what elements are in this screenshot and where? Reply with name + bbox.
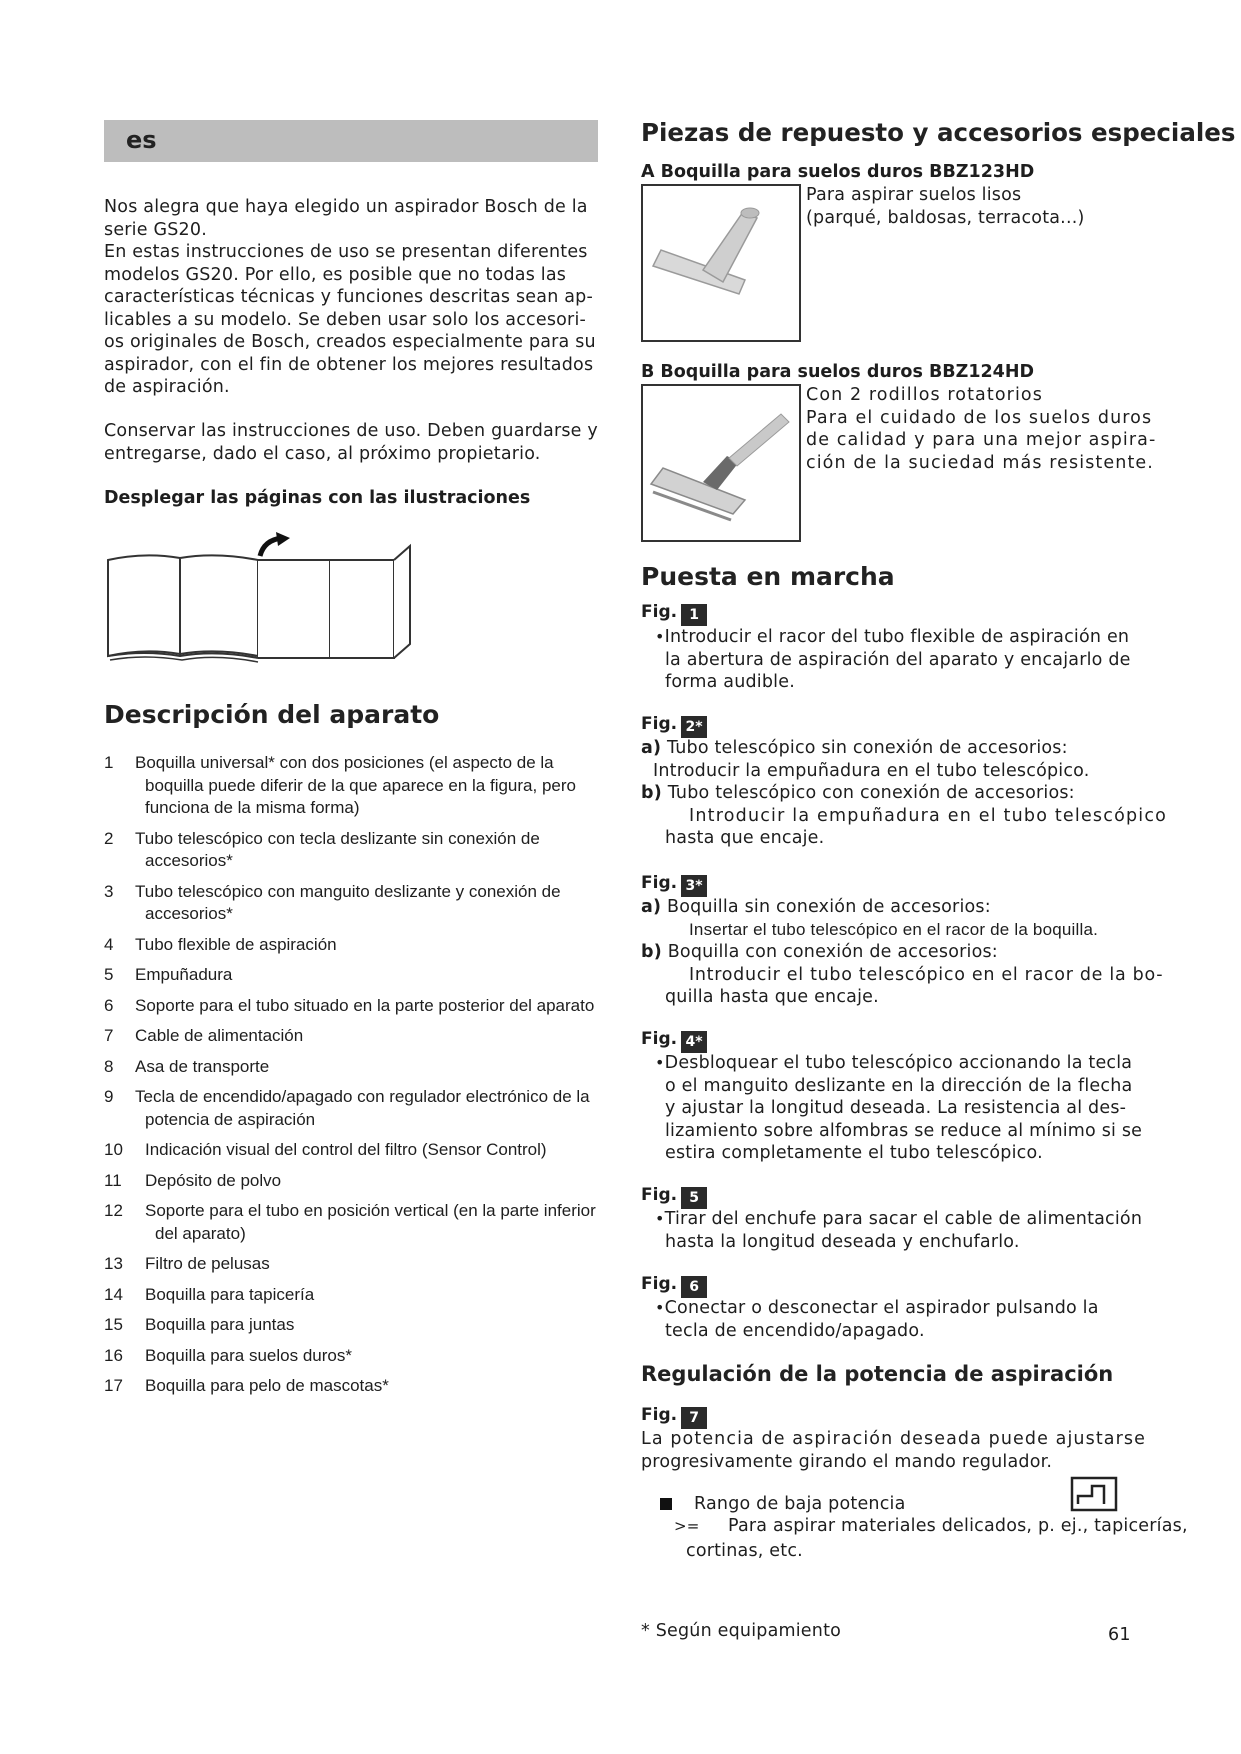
fig-5-text — [655, 1208, 1195, 1253]
item-text: Tubo telescópico con manguito deslizante y conexión de accesorios* — [135, 881, 561, 923]
page-number: 61 — [1108, 1625, 1131, 1645]
option-a-sub: Introducir la empuñadura en el tubo telescópico. — [653, 760, 1090, 781]
intro-line: características técnicas y funciones descritas sean ap- — [104, 287, 594, 307]
fig-1-line: la abertura de aspiración del aparato y encajarlo de — [665, 649, 1131, 670]
intro-line: En estas instrucciones de uso se presentan diferentes — [104, 242, 588, 262]
fig-number-box: 1 — [681, 604, 707, 626]
fig-word: Fig. — [641, 714, 678, 734]
fig-word: Fig. — [641, 1185, 678, 1205]
item-text: Boquilla para juntas — [145, 1315, 295, 1334]
keep-line: Conservar las instrucciones de uso. Deben guardarse y — [104, 421, 598, 441]
fig-1-text — [655, 626, 1175, 694]
spare-b-image — [641, 384, 801, 542]
fig-2-text — [641, 737, 1181, 850]
spare-b-line: Con 2 rodillos rotatorios — [806, 385, 1043, 405]
fig-1-line — [655, 626, 1175, 649]
spare-b-description — [806, 384, 1226, 474]
footnote: * Según equipamiento — [641, 1621, 842, 1641]
item-number: 9 — [104, 1087, 114, 1106]
square-bullet-icon — [660, 1498, 672, 1510]
spare-a-description — [806, 184, 1226, 229]
spares-title: Piezas de repuesto y accesorios especiales — [641, 118, 1236, 147]
fig-1-line-text: Introducir el racor del tubo flexible de aspiración en — [664, 627, 1130, 647]
arrow-marker: >= — [674, 1517, 700, 1535]
spare-a-image — [641, 184, 801, 342]
bullet-icon: • — [655, 1298, 665, 1317]
spare-b-line: ción de la suciedad más resistente. — [806, 452, 1154, 473]
item-text: Tecla de encendido/apagado con regulador electrónico de la potencia de aspiración — [135, 1087, 590, 1129]
fig-number-box: 3* — [681, 875, 707, 897]
item-number: 12 — [104, 1201, 123, 1220]
option-b-text: Tubo telescópico con conexión de accesorios: — [667, 783, 1075, 803]
hard-floor-nozzle-b-icon — [643, 386, 799, 540]
spare-a-line: Para aspirar suelos lisos — [806, 185, 1022, 205]
fig-word: Fig. — [641, 602, 678, 622]
list-item — [104, 934, 604, 957]
option-b-text: Boquilla con conexión de accesorios: — [667, 942, 998, 962]
fig-4-line: estira completamente el tubo telescópico. — [665, 1143, 1043, 1163]
item-text: Cable de alimentación — [135, 1026, 304, 1045]
item-number: 13 — [104, 1254, 123, 1273]
item-text: Soporte para el tubo en posición vertical (en la parte inferior del aparato) — [145, 1201, 596, 1243]
low-power-description: Para aspirar materiales delicados, p. ej., tapicerías, — [728, 1516, 1188, 1536]
item-text: Depósito de polvo — [145, 1170, 282, 1190]
spare-b-line: de calidad y para una mejor aspira- — [806, 430, 1157, 450]
fig-7-label — [641, 1405, 707, 1429]
item-text: Boquilla para suelos duros* — [145, 1345, 352, 1365]
item-number: 15 — [104, 1315, 123, 1334]
item-text: Tubo telescópico con tecla deslizante sin conexión de accesorios* — [135, 828, 540, 870]
list-item — [104, 1025, 604, 1048]
fig-word: Fig. — [641, 1029, 678, 1049]
language-tag-bar — [104, 120, 598, 162]
fig-number-box: 7 — [681, 1407, 707, 1429]
item-text: Asa de transporte — [135, 1056, 270, 1076]
unfold-pages-heading: Desplegar las páginas con las ilustraciones — [104, 488, 531, 508]
keep-instructions-paragraph — [104, 420, 604, 465]
item-number: 11 — [104, 1170, 122, 1190]
item-number: 4 — [104, 934, 114, 954]
fig-word: Fig. — [641, 873, 678, 893]
list-item — [104, 1314, 604, 1337]
list-item — [104, 1284, 604, 1307]
regulation-title: Regulación de la potencia de aspiración — [641, 1362, 1114, 1386]
intro-line: licables a su modelo. Se deben usar solo los accesori- — [104, 309, 587, 330]
option-b-sub: Introducir el tubo telescópico en el racor de la bo- — [689, 964, 1164, 985]
list-item — [104, 1086, 604, 1131]
list-item — [104, 881, 604, 926]
option-b-label: b) — [641, 942, 662, 962]
list-item — [104, 1200, 604, 1245]
fig-4-line: o el manguito deslizante en la dirección de la flecha — [665, 1075, 1133, 1096]
item-text: Soporte para el tubo situado en la parte posterior del aparato — [135, 995, 595, 1015]
item-number: 16 — [104, 1345, 123, 1365]
list-item — [104, 1253, 604, 1276]
intro-line: Nos alegra que haya elegido un aspirador Bosch de la — [104, 197, 588, 217]
spare-b-line: Para el cuidado de los suelos duros — [806, 407, 1153, 428]
bullet-icon: • — [655, 1053, 665, 1072]
item-number: 3 — [104, 881, 114, 901]
fig-6-line-text: Conectar o desconectar el aspirador pulsando la — [664, 1298, 1099, 1318]
item-text: Empuñadura — [135, 965, 233, 984]
language-tag: es — [126, 126, 157, 154]
fig-1-label — [641, 602, 707, 626]
fig-word: Fig. — [641, 1274, 678, 1294]
option-a-label: a) — [641, 897, 662, 917]
fig-4-label — [641, 1029, 707, 1053]
option-b-sub: Introducir la empuñadura en el tubo telescópico — [689, 805, 1168, 826]
item-text: Tubo flexible de aspiración — [135, 934, 337, 954]
item-number: 1 — [104, 753, 114, 772]
fig-number-box: 4* — [681, 1031, 707, 1053]
item-number: 10 — [104, 1140, 123, 1159]
description-title: Descripción del aparato — [104, 700, 440, 729]
fig-3-text — [641, 896, 1181, 1009]
low-power-label: Rango de baja potencia — [694, 1494, 906, 1514]
list-item — [104, 1170, 604, 1193]
regulation-line: La potencia de aspiración deseada puede ajustarse — [641, 1429, 1146, 1449]
spare-b-title: B Boquilla para suelos duros BBZ124HD — [641, 362, 1035, 382]
option-a-sub: Insertar el tubo telescópico en el racor de la boquilla. — [689, 919, 1099, 939]
list-item — [104, 1375, 604, 1398]
fig-word: Fig. — [641, 1405, 678, 1425]
list-item — [104, 1139, 604, 1162]
item-number: 14 — [104, 1284, 123, 1304]
list-item — [104, 995, 604, 1018]
intro-paragraph — [104, 196, 604, 399]
list-item — [104, 828, 604, 873]
fig-3-label — [641, 873, 707, 897]
low-power-description-cont: cortinas, etc. — [686, 1541, 803, 1561]
option-b-label: b) — [641, 783, 662, 803]
spare-a-line: (parqué, baldosas, terracota...) — [806, 207, 1085, 228]
regulation-text — [641, 1428, 1181, 1473]
option-a-label: a) — [641, 738, 662, 758]
fig-6-line: tecla de encendido/apagado. — [665, 1320, 925, 1341]
fig-5-label — [641, 1185, 707, 1209]
spare-a-title: A Boquilla para suelos duros BBZ123HD — [641, 162, 1035, 182]
item-number: 2 — [104, 828, 114, 848]
option-b-sub: quilla hasta que encaje. — [665, 987, 879, 1007]
fig-number-box: 5 — [681, 1187, 707, 1209]
item-text: Filtro de pelusas — [145, 1254, 270, 1273]
item-text: Boquilla universal* con dos posiciones (el aspecto de la boquilla puede diferir de la que aparece en la figura, pero funciona de la misma forma) — [135, 753, 576, 817]
bullet-icon: • — [655, 627, 665, 646]
item-number: 6 — [104, 995, 114, 1015]
item-number: 5 — [104, 965, 114, 984]
fig-6-text — [655, 1297, 1195, 1342]
bullet-icon: • — [655, 1209, 665, 1228]
list-item — [104, 1345, 604, 1368]
fig-4-text — [655, 1052, 1195, 1165]
option-a-text: Tubo telescópico sin conexión de accesorios: — [666, 738, 1068, 758]
list-item — [104, 752, 604, 820]
item-text: Boquilla para tapicería — [145, 1284, 315, 1304]
intro-line: serie GS20. — [104, 219, 207, 240]
fig-4-line-text: Desbloquear el tubo telescópico accionando la tecla — [664, 1053, 1133, 1073]
fig-5-line-text: Tirar del enchufe para sacar el cable de alimentación — [664, 1209, 1143, 1229]
fig-4-line: lizamiento sobre alfombras se reduce al mínimo si se — [665, 1120, 1143, 1141]
list-item — [104, 964, 604, 987]
unfold-pages-illustration — [104, 532, 424, 666]
fig-2-label — [641, 714, 707, 738]
item-text: Boquilla para pelo de mascotas* — [145, 1376, 389, 1395]
item-text: Indicación visual del control del filtro (Sensor Control) — [145, 1140, 547, 1159]
option-a-text: Boquilla sin conexión de accesorios: — [666, 897, 991, 917]
fig-4-line: y ajustar la longitud deseada. La resistencia al des- — [665, 1098, 1127, 1118]
fig-5-line: hasta la longitud deseada y enchufarlo. — [665, 1231, 1020, 1252]
intro-line: aspirador, con el fin de obtener los mejores resultados — [104, 354, 594, 375]
low-power-symbol-icon — [1070, 1476, 1118, 1512]
fig-6-label — [641, 1274, 707, 1298]
fig-number-box: 6 — [681, 1276, 707, 1298]
hard-floor-nozzle-a-icon — [643, 186, 799, 340]
startup-title: Puesta en marcha — [641, 562, 895, 591]
parts-list — [104, 752, 604, 1406]
item-number: 17 — [104, 1376, 123, 1395]
item-number: 8 — [104, 1056, 114, 1076]
regulation-line: progresivamente girando el mando regulador. — [641, 1451, 1053, 1472]
list-item — [104, 1056, 604, 1079]
keep-line: entregarse, dado el caso, al próximo propietario. — [104, 443, 541, 464]
intro-line: de aspiración. — [104, 377, 230, 397]
item-number: 7 — [104, 1026, 114, 1045]
option-b-sub: hasta que encaje. — [665, 828, 825, 848]
fig-1-line: forma audible. — [665, 672, 795, 692]
intro-line: modelos GS20. Por ello, es posible que no todas las — [104, 264, 567, 285]
fig-number-box: 2* — [681, 716, 707, 738]
intro-line: os originales de Bosch, creados especialmente para su — [104, 332, 596, 352]
